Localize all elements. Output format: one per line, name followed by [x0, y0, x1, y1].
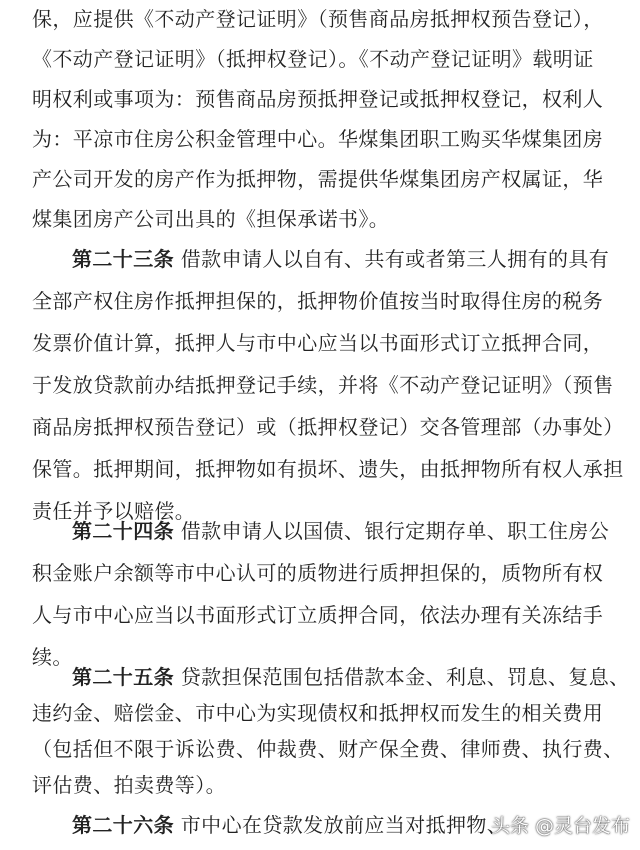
article-text: 借款申请人以自有、共有或者第三人拥有的具有	[180, 247, 610, 271]
text-line: 《不动产登记证明》（抵押权登记）。《不动产登记证明》载明证	[32, 47, 594, 71]
text-line: 责任并予以赔偿。	[32, 499, 196, 523]
article-text: 贷款担保范围包括借款本金、利息、罚息、复息、	[180, 665, 630, 689]
text-line: 于发放贷款前办结抵押登记手续，并将《不动产登记证明》（预售	[32, 373, 614, 397]
text-line: 全部产权住房作抵押担保的，抵押物价值按当时取得住房的税务	[32, 289, 604, 313]
article-heading: 第二十五条	[72, 665, 174, 689]
article-heading: 第二十六条	[72, 813, 174, 837]
text-line: （包括但不限于诉讼费、仲裁费、财产保全费、律师费、执行费、	[32, 737, 624, 761]
article-text: 借款申请人以国债、银行定期存单、职工住房公	[180, 519, 610, 543]
text-line: 为：平凉市住房公积金管理中心。华煤集团职工购买华煤集团房	[32, 127, 604, 151]
text-line: 煤集团房产公司出具的《担保承诺书》。	[32, 207, 390, 231]
article-first-line	[72, 512, 609, 550]
text-line: 违约金、赔偿金、市中心为实现债权和抵押权而发生的相关费用	[32, 701, 604, 725]
text-line: 发票价值计算，抵押人与市中心应当以书面形式订立抵押合同，	[32, 331, 604, 355]
text-line: 积金账户余额等市中心认可的质物进行质押担保的，质物所有权	[32, 561, 604, 585]
article-heading: 第二十四条	[72, 519, 174, 543]
watermark: 头条 @灵台发布	[490, 815, 630, 837]
article-first-line	[72, 658, 630, 696]
article-first-line	[72, 806, 507, 844]
text-line: 续。	[32, 645, 73, 669]
text-line: 产公司开发的房产作为抵押物，需提供华煤集团房产权属证，华	[32, 167, 604, 191]
text-line: 保管。抵押期间，抵押物如有损坏、遗失，由抵押物所有权人承担	[32, 457, 624, 481]
text-line: 商品房抵押权预告登记）或（抵押权登记）交各管理部（办事处）	[32, 415, 624, 439]
text-line: 评估费、拍卖费等）。	[32, 773, 226, 797]
text-line: 明权利或事项为：预售商品房预抵押登记或抵押权登记，权利人	[32, 87, 604, 111]
text-line: 人与市中心应当以书面形式订立质押合同，依法办理有关冻结手	[32, 603, 604, 627]
article-first-line	[72, 240, 609, 278]
article-text: 市中心在贷款发放前应当对抵押物、	[180, 813, 508, 837]
text-line: 保，应提供《不动产登记证明》（预售商品房抵押权预告登记），	[32, 7, 604, 31]
article-heading: 第二十三条	[72, 247, 174, 271]
